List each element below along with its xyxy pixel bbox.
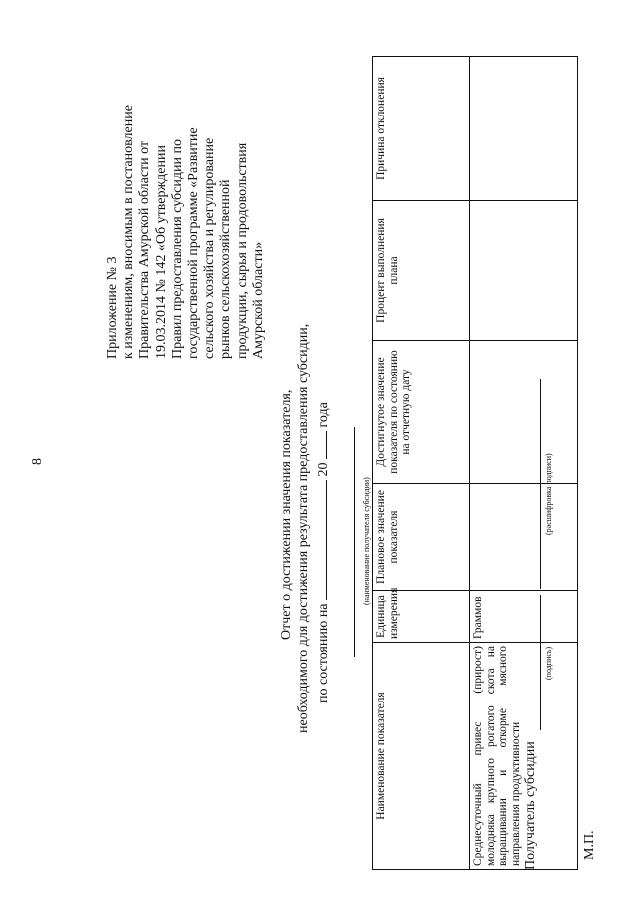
- planned-value-cell: [470, 484, 578, 591]
- deviation-reason-cell: [470, 57, 578, 201]
- unit-cell: Граммов: [470, 591, 578, 643]
- appendix-line: Приложение № 3: [105, 256, 120, 359]
- column-header-planned: Плановое значение показателя: [373, 484, 470, 591]
- table-header-row: [373, 57, 470, 870]
- report-title-continued: необходимого для достижения результата предоставления субсидии,: [296, 323, 311, 733]
- decoding-caption: (расшифровка подписи): [544, 453, 553, 535]
- appendix-line: к изменениям, вносимым в постановление: [121, 105, 137, 359]
- date-blank: [313, 480, 327, 600]
- year-suffix: года: [316, 402, 331, 428]
- year-blank: [313, 431, 327, 459]
- appendix-line: Амурской области»: [250, 241, 266, 359]
- recipient-name-rule: [354, 427, 355, 657]
- percent-cell: [470, 201, 578, 341]
- report-title: Отчет о достижении значения показателя,: [279, 389, 294, 640]
- achieved-value-cell: [470, 341, 578, 484]
- indicator-name-cell: Среднесуточный привес (прирост) молодняка крупного рогатого скота на выращивании и откорме мясного направления продуктивности: [470, 643, 578, 870]
- column-header-unit: Единица измерения: [373, 591, 470, 643]
- appendix-block: [105, 21, 267, 359]
- signature-rule: [540, 595, 541, 730]
- recipient-label: Получатель субсидии: [523, 741, 538, 870]
- appendix-line: продукции, сырья и продовольствия: [234, 142, 250, 359]
- as-of-label: по состоянию на: [316, 603, 331, 703]
- page-number: 8: [30, 458, 45, 465]
- column-header-percent: Процент выполнения плана: [373, 201, 470, 341]
- appendix-line: Правительства Амурской области от: [137, 140, 153, 359]
- column-header-achieved: Достигнутое значение показателя по состоянию на отчетную дату: [373, 341, 470, 484]
- column-header-indicator: Наименование показателя: [373, 643, 470, 870]
- report-date-line: [313, 402, 333, 703]
- appendix-line: Правил предоставления субсидии по: [169, 139, 185, 359]
- decoding-rule: [540, 379, 541, 589]
- appendix-line: сельского хозяйства и регулирование: [202, 137, 218, 359]
- appendix-line: рынков сельскохозяйственной: [218, 179, 234, 359]
- recipient-caption: (наименование получателя субсидии): [362, 477, 371, 605]
- stamp-mark: М.П.: [582, 830, 597, 860]
- appendix-line: государственной программе «Развитие: [186, 127, 202, 359]
- appendix-line: 19.03.2014 № 142 «Об утверждении: [153, 145, 169, 359]
- column-header-deviation: Причина отклонения: [373, 57, 470, 201]
- year-prefix: 20: [316, 462, 331, 477]
- signature-caption: (подпись): [544, 646, 553, 680]
